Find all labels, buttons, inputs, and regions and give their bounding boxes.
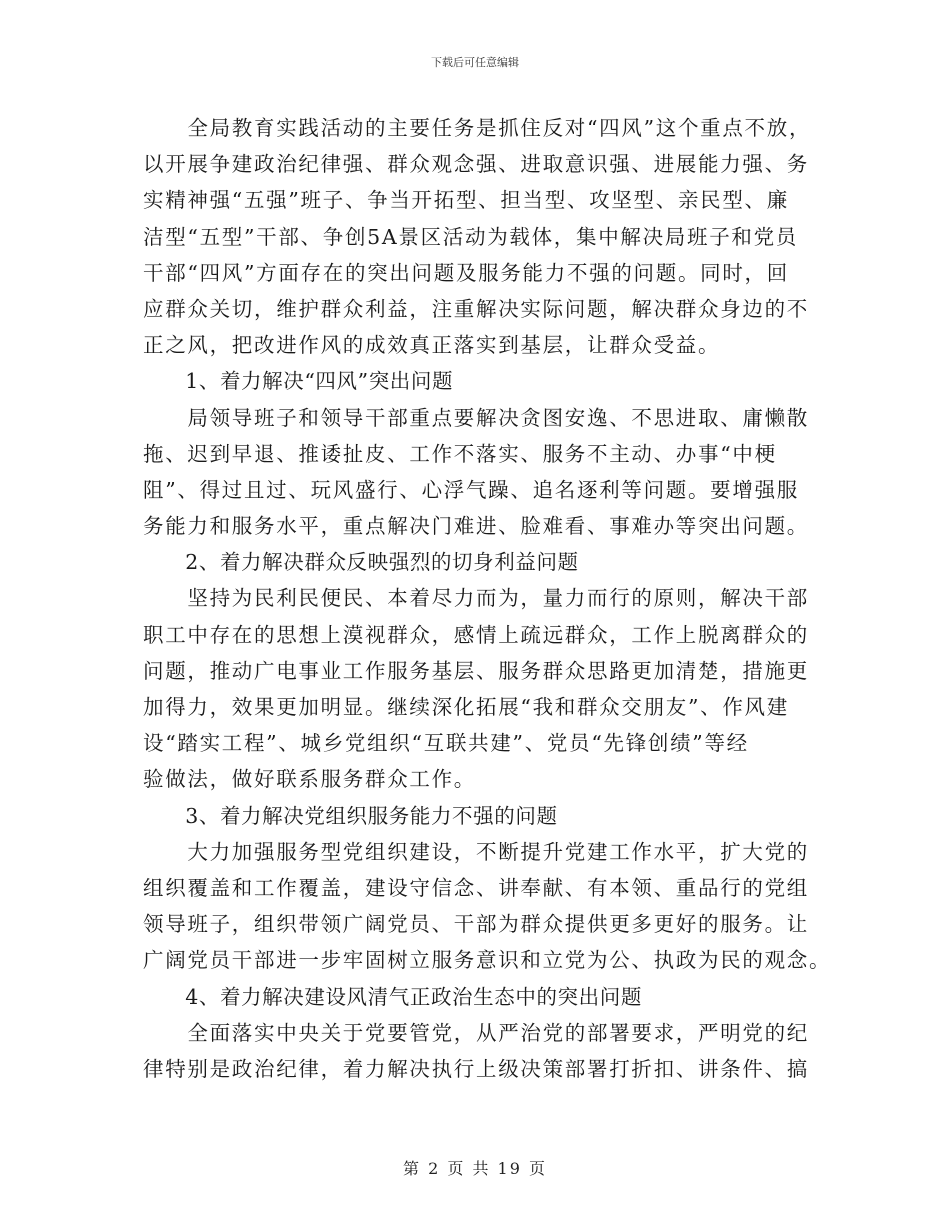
text-line: 全局教育实践活动的主要任务是抓住反对“四风”这个重点不放， — [143, 116, 812, 140]
text-line: 局领导班子和领导干部重点要解决贪图安逸、不思进取、庸懒散 — [143, 405, 809, 430]
text-line: 组织覆盖和工作覆盖，建设守信念、讲奉献、有本领、重品行的党组 — [143, 875, 809, 900]
text-line: 正之风，把改进作风的成效真正落实到基层，让群众受益。 — [143, 333, 721, 358]
text-line: 务能力和服务水平，重点解决门难进、脸难看、事难办等突出问题。 — [143, 514, 809, 539]
text-line: 以开展争建政治纪律强、群众观念强、进取意识强、进展能力强、务 — [143, 152, 809, 177]
text-line: 加得力，效果更加明显。继续深化拓展“我和群众交朋友”、作风建 — [143, 695, 789, 719]
text-line: 阻”、得过且过、玩风盛行、心浮气躁、追名逐利等问题。要增强服 — [143, 477, 799, 502]
text-line: 拖、迟到早退、推诿扯皮、工作不落实、服务不主动、办事“中梗 — [143, 441, 777, 466]
text-line: 广阔党员干部进一步牢固树立服务意识和立党为公、执政为民的观念。 — [143, 948, 832, 973]
text-line: 坚持为民利民便民、本着尽力而为，量力而行的原则，解决干部 — [143, 586, 809, 611]
text-line: 全面落实中央关于党要管党，从严治党的部署要求，严明党的纪 — [143, 1020, 809, 1045]
header-note: 下载后可任意编辑 — [431, 56, 519, 69]
text-line: 验做法，做好联系服务群众工作。 — [143, 767, 476, 792]
page-number: 第 2 页 共 19 页 — [403, 1159, 547, 1178]
section-heading-2: 2、着力解决群众反映强烈的切身利益问题 — [143, 550, 579, 575]
section-heading-4: 4、着力解决建设风清气正政治生态中的突出问题 — [143, 984, 642, 1009]
text-line: 干部“四风”方面存在的突出问题及服务能力不强的问题。同时，回 — [143, 260, 789, 285]
text-line: 大力加强服务型党组织建设，不断提升党建工作水平，扩大党的 — [143, 839, 809, 864]
text-line: 领导班子，组织带领广阔党员、干部为群众提供更多更好的服务。让 — [143, 912, 809, 937]
text-line: 应群众关切，维护群众利益，注重解决实际问题，解决群众身边的不 — [143, 296, 809, 321]
section-heading-1: 1、着力解决“四风”突出问题 — [143, 369, 454, 394]
text-line: 问题，推动广电事业工作服务基层、服务群众思路更加清楚，措施更 — [143, 658, 809, 683]
text-line: 实精神强“五强”班子、争当开拓型、担当型、攻坚型、亲民型、廉 — [143, 188, 789, 213]
section-heading-3: 3、着力解决党组织服务能力不强的问题 — [143, 803, 558, 828]
text-line: 洁型“五型”干部、争创5A景区活动为载体，集中解决局班子和党员 — [143, 224, 799, 249]
text-line: 律特别是政治纪律，着力解决执行上级决策部署打折扣、讲条件、搞 — [143, 1056, 809, 1081]
text-line: 设“踏实工程”、城乡党组织“互联共建”、党员“先锋创绩”等经 — [143, 731, 749, 756]
text-line: 职工中存在的思想上漠视群众，感情上疏远群众，工作上脱离群众的 — [143, 622, 809, 647]
document-body — [143, 110, 832, 1087]
